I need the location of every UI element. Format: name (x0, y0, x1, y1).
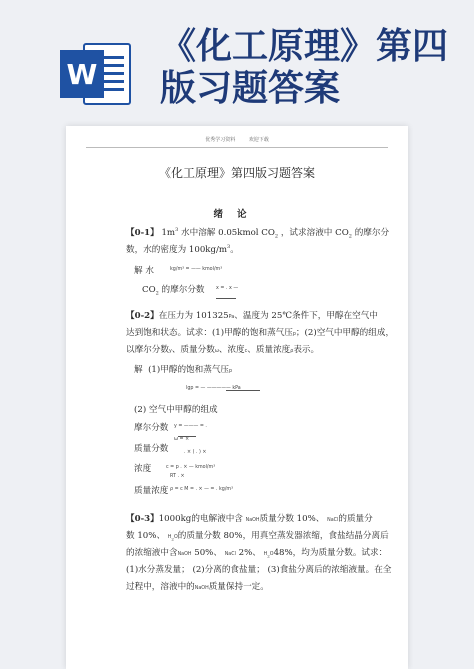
banner (0, 0, 474, 130)
mass-fraction-denominator: . × ( . ) × (184, 450, 207, 455)
header-left: 优秀学习资料 (205, 137, 236, 143)
problem-0-2-solution-2: (2) 空气中甲醇的组成 (134, 405, 218, 415)
word-document-icon[interactable] (58, 40, 134, 108)
problem-0-2-line2: 达到饱和状态。试求：(1)甲醇的饱和蒸气压p；(2)空气中甲醇的组成， (126, 328, 395, 338)
mass-fraction-eq: ω = × (174, 437, 190, 442)
concentration-label: 浓度 (134, 464, 152, 474)
problem-0-1-line2: 数，水的密度为 $100kg/m^3$。 (126, 244, 239, 255)
concentration-denominator: RT . × (170, 474, 185, 479)
mass-fraction-label: 质量分数 (134, 444, 169, 454)
concentration-eq: c = p . × — kmol/m³ (166, 465, 216, 470)
problem-0-2-line3: 以摩尔分数y、质量分数ω、浓度c、质量浓度ρ表示。 (126, 345, 320, 355)
section-title: 绪论 (213, 209, 261, 220)
mole-fraction-label: 摩尔分数 (134, 423, 169, 433)
problem-0-2-solution-1: 解 (1)甲醇的饱和蒸气压p (134, 365, 233, 375)
header-divider (86, 147, 388, 148)
problem-0-1-solution: 解 水 (134, 266, 154, 276)
header-right: 欢迎下载 (248, 137, 269, 143)
document-page (66, 126, 408, 669)
problem-0-3-line2: 数 10%、 $H_2O$的质量分数 80%，用真空蒸发器浓缩，食盐结晶分离后 (126, 531, 389, 542)
problem-0-3-line1: 【0-3】1000kg的电解液中含 NaOH质量分数 10%、 NaCl的质量分 (126, 514, 373, 524)
banner-title-line2: 版习题答案 (160, 68, 341, 109)
problem-0-2-antoine-eq: lgp = — ————— kPa (186, 386, 241, 391)
svg-text:W: W (66, 58, 98, 91)
mass-concentration-eq: ρ = c M = . × — = . kg/m³ (170, 487, 234, 492)
problem-0-1-line1: 【0-1】 $1m^3$ 水中溶解 0.05kmol $CO_2$ ，试求溶液中 $CO_2$ 的摩尔分 (126, 227, 390, 240)
problem-0-2-line1: 【0-2】在压力为 101325Pa、温度为 25℃条件下，甲醇在空气中 (126, 311, 378, 321)
mass-concentration-label: 质量浓度 (134, 486, 169, 496)
banner-title (160, 26, 460, 110)
problem-0-3-line5: 过程中，溶液中的NaOH质量保持一定。 (126, 582, 269, 592)
banner-title-line1: 《化工原理》第四 (160, 26, 449, 67)
fraction-bar (216, 298, 236, 299)
problem-0-3-line3: 的浓缩液中含NaOH 50%、 NaCl 2%、 $H_2O48\%$，均为质量分数。试求： (126, 548, 388, 559)
problem-0-1-water-eq: kg/m³ = —— kmol/m³ (170, 267, 223, 272)
problem-0-3-line4: (1)水分蒸发量； (2)分离的食盐量； (3)食盐分离后的浓缩液量。在全 (126, 565, 392, 575)
problem-0-1-co2-line: $CO_2$ 的摩尔分数 (142, 285, 205, 297)
document-title: 《化工原理》第四版习题答案 (158, 166, 315, 180)
fraction-bar (226, 390, 260, 391)
page-header (66, 136, 408, 143)
mole-fraction-eq: y = ——— = . (174, 424, 207, 429)
problem-0-1-fraction-eq: x = . x — (216, 286, 239, 291)
